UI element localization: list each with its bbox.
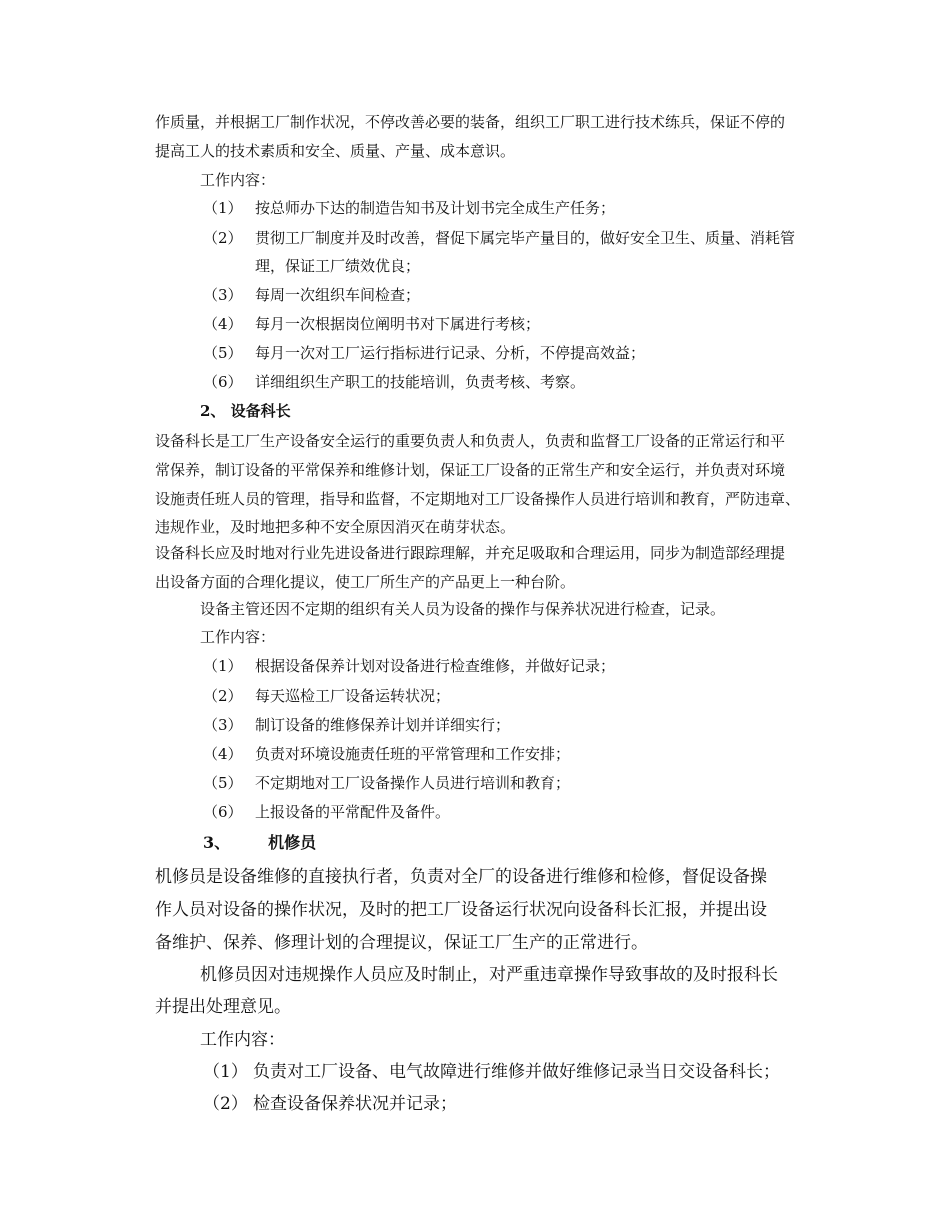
s1-list-item <box>203 372 585 392</box>
list-number: （1） <box>203 199 243 217</box>
list-text: 上报设备的平常配件及备件。 <box>255 803 451 821</box>
s3-heading <box>203 833 316 853</box>
list-number: （5） <box>203 344 243 362</box>
s1-list-item <box>203 228 795 248</box>
s3-para1-line-2: 作人员对设备的操作状况，及时的把工厂设备运行状况向设备科长汇报，并提出设 <box>155 900 767 920</box>
list-number: （4） <box>203 745 243 763</box>
list-number: （3） <box>203 716 243 734</box>
list-number: （1） <box>203 1062 248 1082</box>
list-number: （2） <box>203 229 243 247</box>
list-text: 每月一次对工厂运行指标进行记录、分析，不停提高效益； <box>255 344 646 362</box>
list-number: （3） <box>203 286 243 304</box>
list-text: 每天巡检工厂设备运转状况； <box>255 687 451 705</box>
s2-para3: 设备主管还因不定期的组织有关人员为设备的操作与保养状况进行检查，记录。 <box>200 600 726 618</box>
s2-list-item <box>203 686 450 706</box>
s3-heading-text: 机修员 <box>268 833 317 852</box>
s3-para1-line-1: 机修员是设备维修的直接执行者，负责对全厂的设备进行维修和检修，督促设备操 <box>155 867 767 887</box>
list-number: （2） <box>203 1094 248 1114</box>
list-text: 每周一次组织车间检查； <box>255 286 421 304</box>
s1-list-item <box>203 285 420 305</box>
s2-para2-line-2: 出设备方面的合理化提议，使工厂所生产的产品更上一种台阶。 <box>155 573 576 591</box>
s2-para2-line-1: 设备科长应及时地对行业先进设备进行跟踪理解，并充足吸取和合理运用，同步为制造部经理提 <box>155 544 786 562</box>
s3-heading-number: 3、 <box>203 833 231 852</box>
list-text: 制订设备的维修保养计划并详细实行； <box>255 716 511 734</box>
s2-para1-line-3: 设施责任班人员的管理，指导和监督，不定期地对工厂设备操作人员进行培训和教育，严防违章、 <box>155 490 801 508</box>
s2-list-item <box>203 715 510 735</box>
s1-list-item-continuation: 理，保证工厂绩效优良； <box>255 257 421 275</box>
s3-list-item <box>203 1061 780 1083</box>
list-text: 根据设备保养计划对设备进行检查维修，并做好记录； <box>255 657 616 675</box>
s3-list-item <box>203 1093 457 1115</box>
list-text: 详细组织生产职工的技能培训，负责考核、考察。 <box>255 373 586 391</box>
s2-list-item <box>203 773 570 793</box>
list-text: 按总师办下达的制造告知书及计划书完全成生产任务； <box>255 199 616 217</box>
list-number: （2） <box>203 687 243 705</box>
s2-para1-line-1: 设备科长是工厂生产设备安全运行的重要负责人和负责人，负责和监督工厂设备的正常运行和平 <box>155 432 786 450</box>
s3-para2-line-1: 机修员因对违规操作人员应及时制止，对严重违章操作导致事故的及时报科长 <box>200 965 778 985</box>
list-text: 不定期地对工厂设备操作人员进行培训和教育； <box>255 774 571 792</box>
s1-list-item <box>203 343 645 363</box>
s2-list-item <box>203 744 570 764</box>
s1-list-item <box>203 198 615 218</box>
list-number: （6） <box>203 803 243 821</box>
list-number: （6） <box>203 373 243 391</box>
s2-list-item <box>203 656 615 676</box>
s2-heading: 2、 设备科长 <box>200 402 291 420</box>
list-text: 每月一次根据岗位阐明书对下属进行考核； <box>255 315 541 333</box>
s3-para1-line-3: 备维护、保养、修理计划的合理提议，保证工厂生产的正常进行。 <box>155 933 648 953</box>
s1-intro-line-1: 作质量，并根据工厂制作状况，不停改善必要的装备，组织工厂职工进行技术练兵，保证不停的 <box>155 113 786 131</box>
s2-para1-line-4: 违规作业，及时地把多种不安全原因消灭在萌芽状态。 <box>155 518 516 536</box>
list-text: 负责对环境设施责任班的平常管理和工作安排； <box>255 745 571 763</box>
s1-intro-line-2: 提高工人的技术素质和安全、质量、产量、成本意识。 <box>155 142 516 160</box>
list-number: （1） <box>203 657 243 675</box>
s1-list-item <box>203 314 540 334</box>
s3-para2-line-2: 并提出处理意见。 <box>155 997 291 1017</box>
list-text: 贯彻工厂制度并及时改善，督促下属完毕产量目的，做好安全卫生、质量、消耗管 <box>255 229 796 247</box>
list-number: （5） <box>203 774 243 792</box>
s3-work-label: 工作内容： <box>200 1030 285 1050</box>
list-text: 检查设备保养状况并记录； <box>253 1094 457 1114</box>
list-number: （4） <box>203 315 243 333</box>
s2-list-item <box>203 802 450 822</box>
list-text: 负责对工厂设备、电气故障进行维修并做好维修记录当日交设备科长； <box>253 1062 780 1082</box>
s2-para1-line-2: 常保养，制订设备的平常保养和维修计划，保证工厂设备的正常生产和安全运行，并负责对环境 <box>155 461 786 479</box>
s2-work-label: 工作内容： <box>200 628 276 646</box>
s1-work-label: 工作内容： <box>200 171 276 189</box>
